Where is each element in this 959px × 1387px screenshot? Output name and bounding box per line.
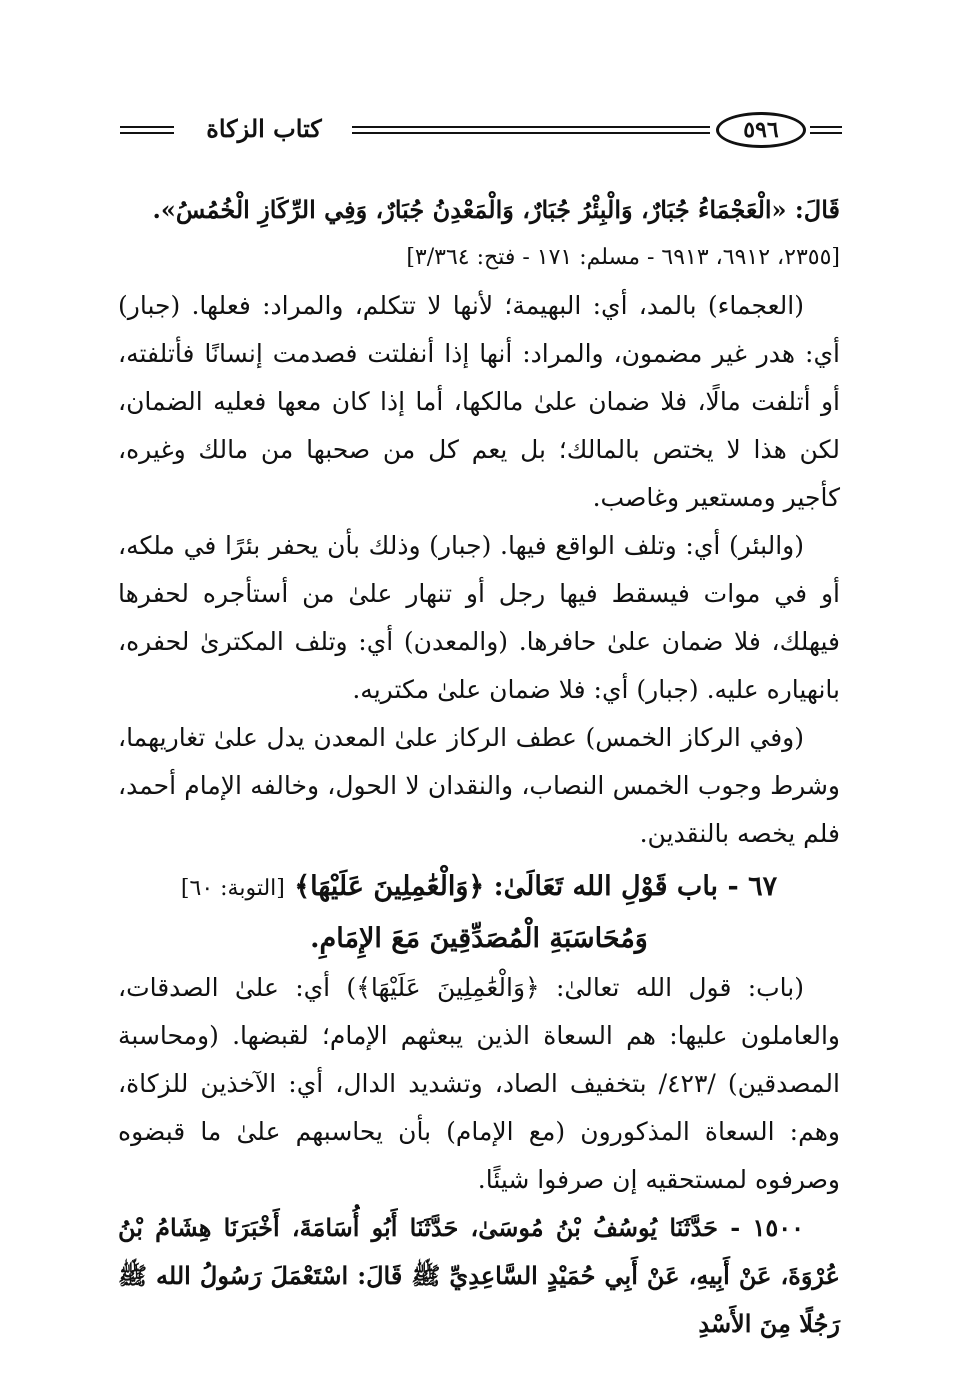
header-rule-right [810, 126, 842, 134]
running-header [120, 110, 842, 154]
quran-reference: [التوبة: ٦٠] [180, 876, 285, 901]
hadith-1500: ١٥٠٠ - حَدَّثَنَا يُوسُفُ بْنُ مُوسَىٰ، حَدَّثَنَا أَبُو أُسَامَةَ، أَخْبَرَنَا هِشَامُ بْنُ عُرْوَةَ، عَنْ أَبِيهِ، عَنْ أَبِي حُمَيْدٍ السَّاعِدِيِّ ﷺ قَالَ: اسْتَعْمَلَ رَسُولُ الله ﷺ رَجُلًا مِنَ الأَسْدِ [118, 1213, 840, 1338]
header-rule-left [120, 126, 174, 134]
commentary-paragraph: (العجماء) بالمد، أي: البهيمة؛ لأنها لا تتكلم، والمراد: فعلها. (جبار) أي: هدر غير مضمون، والمراد: أنها إذا أنفلتت فصدمت إنسانًا فأتلفته، أو أتلفت مالًا، فلا ضمان علىٰ مالكها، أما إذا كان معها فعليه الضمان، لكن هذا لا يختص بالمالك؛ بل يعم كل من صحبها من مالك وغيره، كأجير ومستعير وغاصب. [118, 291, 840, 512]
chapter-section [118, 964, 840, 1348]
page-number: ٥٩٦ [716, 112, 806, 148]
hadith-reference: [٢٣٥٥، ٦٩١٢، ٦٩١٣ - مسلم: ١٧١ - فتح: ٣/٣٦٤] [406, 245, 840, 270]
chapter-heading [118, 862, 840, 964]
commentary-paragraph: (وفي الركاز الخمس) عطف الركاز علىٰ المعدن يدل علىٰ تغاريهما، وشرط وجوب الخمس النصاب، والنقدان لا الحول، وخالفه الإمام أحمد، فلم يخصه بالنقدين. [118, 723, 840, 848]
chapter-commentary: (باب: قول الله تعالىٰ: ﴿وَالْعَٰمِلِينَ عَلَيْهَا﴾) أي: علىٰ الصدقات، والعاملون عليها: هم السعاة الذين يبعثهم الإمام؛ لقبضها. (ومحاسبة المصدقين) /٤٢٣/ بتخفيف الصاد، وتشديد الدال، أي: الآخذين للزكاة، وهم: السعاة المذكورون (مع الإمام) بأن يحاسبهم علىٰ ما قبضوه وصرفوه لمستحقيه إن صرفوا شيئًا. [118, 973, 840, 1194]
chapter-heading-line1 [118, 862, 840, 914]
header-rule-middle [352, 126, 710, 134]
top-section [118, 186, 840, 858]
commentary-paragraph: (والبئر) أي: وتلف الواقع فيها. (جبار) وذلك بأن يحفر بئرًا في ملكه، أو في موات فيسقط فيها رجل أو تنهار علىٰ من أستأجره لحفرها فيهلك، فلا ضمان علىٰ حافرها. (والمعدن) أي: وتلف المكترىٰ لحفره، بانهياره عليه. (جبار) أي: فلا ضمان علىٰ مكتريه. [118, 531, 840, 704]
hadith-text: قَالَ: «الْعَجْمَاءُ جُبَارٌ، وَالْبِئْرُ جُبَارٌ، وَالْمَعْدِنُ جُبَارٌ، وَفِي الرِّكَازِ الْخُمُسُ». [152, 195, 840, 224]
chapter-title: ٦٧ - باب قَوْلِ الله تَعَالَىٰ: ﴿وَالْعَٰمِلِينَ عَلَيْهَا﴾ [294, 871, 778, 902]
book-title: كتاب الزكاة [206, 114, 322, 143]
chapter-heading-line2: وَمُحَاسَبَةِ الْمُصَدِّقِينَ مَعَ الإِمَامِ. [310, 923, 648, 954]
